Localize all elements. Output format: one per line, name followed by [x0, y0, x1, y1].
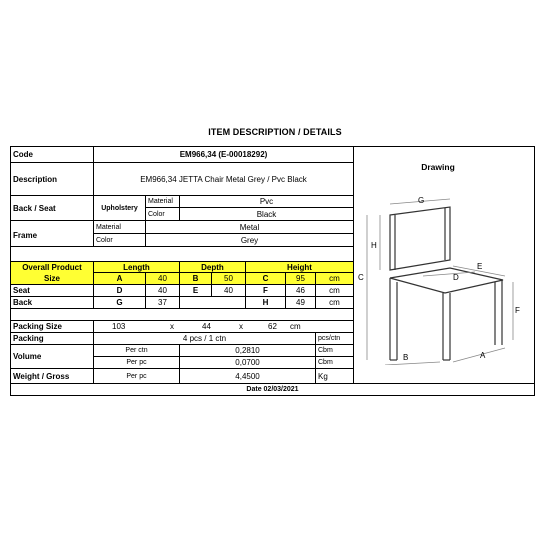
packing-size-width: 44	[202, 322, 211, 331]
packing-label: Packing	[11, 332, 93, 344]
volume-per-ctn: 0,2810	[179, 344, 315, 356]
upholstery-label: Upholstery	[93, 195, 145, 220]
dim-g-letter: G	[93, 296, 145, 308]
drawing-label-e: E	[477, 262, 483, 271]
drawing-label-f: F	[515, 306, 520, 315]
dim-b-value: 50	[211, 272, 245, 284]
overall-size-label-2: Size	[11, 272, 93, 284]
chair-frame	[390, 207, 503, 360]
back-seat-color: Black	[179, 207, 353, 220]
volume-label: Volume	[11, 344, 93, 368]
back-seat-material: Pvc	[179, 195, 353, 207]
dim-f-value: 46	[285, 284, 315, 296]
dim-h-unit: cm	[315, 296, 353, 308]
volume-per-pc-label: Per pc	[93, 356, 179, 368]
packing-size-height: 62	[268, 322, 277, 331]
volume-per-pc-unit: Cbm	[315, 356, 353, 368]
back-seat-material-label: Material	[145, 195, 179, 207]
code-label: Code	[13, 150, 33, 159]
dim-h-value: 49	[285, 296, 315, 308]
packing-size-label: Packing Size	[11, 320, 93, 332]
volume-per-pc: 0,0700	[179, 356, 315, 368]
overall-size-label-1: Overall Product	[11, 261, 93, 272]
packing-size-x2: x	[239, 322, 243, 331]
frame-material-label: Material	[93, 220, 145, 233]
chair-drawing	[355, 190, 525, 365]
packing-size-length: 103	[112, 322, 126, 331]
description-label: Description	[11, 162, 93, 195]
back-seat-color-label: Color	[145, 207, 179, 220]
drawing-label-h: H	[371, 241, 377, 250]
description-value: EM966,34 JETTA Chair Metal Grey / Pvc Black	[93, 162, 353, 195]
packing-value: 4 pcs / 1 ctn	[93, 332, 315, 344]
frame-label: Frame	[11, 220, 93, 250]
dim-e-value: 40	[211, 284, 245, 296]
volume-per-ctn-unit: Cbm	[315, 344, 353, 356]
frame-color-label: Color	[93, 233, 145, 246]
dim-c-unit: cm	[315, 272, 353, 284]
dim-a-value: 40	[145, 272, 179, 284]
drawing-title: Drawing	[421, 162, 455, 172]
dimension-lines	[367, 199, 513, 365]
weight-value: 4,4500	[179, 368, 315, 383]
packing-size-unit: cm	[290, 322, 301, 331]
dim-g-value: 37	[145, 296, 179, 308]
dim-d-value: 40	[145, 284, 179, 296]
drawing-label-c: C	[358, 273, 364, 282]
weight-per-pc-label: Per pc	[93, 368, 179, 383]
date-footer: Date 02/03/2021	[11, 383, 534, 395]
dim-f-letter: F	[245, 284, 285, 296]
dim-h-letter: H	[245, 296, 285, 308]
dim-f-unit: cm	[315, 284, 353, 296]
drawing-label-g: G	[418, 196, 425, 205]
volume-per-ctn-label: Per ctn	[93, 344, 179, 356]
back-seat-label: Back / Seat	[11, 195, 93, 220]
dim-a-letter: A	[93, 272, 145, 284]
chair-seat-icon	[390, 268, 503, 293]
packing-size-x1: x	[170, 322, 174, 331]
dim-c-letter: C	[245, 272, 285, 284]
weight-unit: Kg	[315, 368, 353, 383]
packing-unit: pcs/ctn	[315, 332, 353, 344]
drawing-label-b: B	[403, 353, 409, 362]
depth-header: Depth	[179, 261, 245, 272]
dim-d-letter: D	[93, 284, 145, 296]
page-title: ITEM DESCRIPTION / DETAILS	[208, 127, 342, 137]
code-value: EM966,34 (E-00018292)	[93, 147, 353, 162]
dim-e-letter: E	[179, 284, 211, 296]
dim-b-letter: B	[179, 272, 211, 284]
chair-back-icon	[390, 207, 450, 270]
weight-label: Weight / Gross	[11, 368, 93, 383]
back-label: Back	[11, 296, 93, 308]
length-header: Length	[93, 261, 179, 272]
seat-label: Seat	[11, 284, 93, 296]
drawing-label-a: A	[480, 351, 486, 360]
frame-material: Metal	[145, 220, 353, 233]
frame-color: Grey	[145, 233, 353, 246]
dim-c-value: 95	[285, 272, 315, 284]
packing-size-value	[93, 320, 353, 332]
drawing-label-d: D	[453, 273, 459, 282]
height-header: Height	[245, 261, 353, 272]
